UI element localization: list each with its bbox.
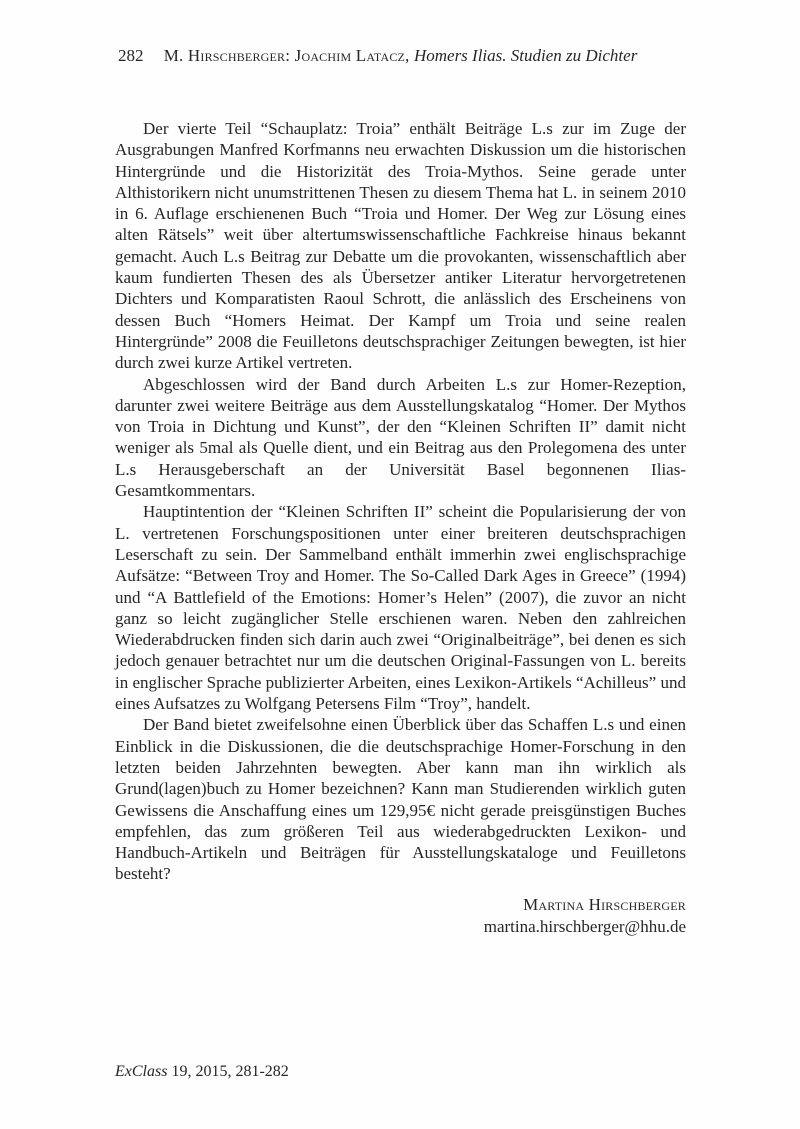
running-header [115,46,686,70]
page-number: 282 [118,46,144,65]
running-head-authors: M. Hirschberger: Joachim Latacz, [163,46,414,65]
paragraph-4: Der Band bietet zweifelsohne einen Überblick über das Schaffen L.s und einen Einblick in die Diskussionen, die die deutschsprachige Homer-Forschung in den letzten beiden Jahrzehnten bewegten. Aber kann man ihn wirklich als Grund(lagen)buch zu Homer bezeichnen? Kann man Studierenden wirklich guten Gewissens die Anschaffung eines um 129,95€ nicht gerade preisgünstigen Buches empfehlen, das zum größeren Teil aus wiederabgedruckten Lexikon- und Handbuch-Artikeln und Beiträgen für Ausstellungskataloge und Feuilletons besteht? [115,715,686,884]
reviewer-email: martina.hirschberger@hhu.de [483,916,686,936]
reviewer-name: Martina Hirschberger [523,894,686,914]
paragraph-3: Hauptintention der “Kleinen Schriften II” scheint die Popularisierung der von L. vertretenen Forschungspositionen unter einer breiteren deutschsprachigen Leserschaft zu sein. Der Sammelband enthält immerhin zwei englischsprachige Aufsätze: “Between Troy and Homer. The So-Called Dark Ages in Greece” (1994) und “A Battlefield of the Emotions: Homer’s Helen” (2007), die zuvor an nicht ganz so leicht zugänglicher Stelle erschienen waren. Neben den zahlreichen Wiederabdrucken finden sich darin auch zwei “Originalbeiträge”, bei denen es sich jedoch genauer betrachtet nur um die deutschen Original-Fassungen von L. bereits in englischer Sprache publizierter Arbeiten, eines Lexikon-Artikels “Achilleus” und eines Aufsatzes zu Wolfgang Petersens Film “Troy”, handelt. [115,502,686,714]
review-body [115,118,686,885]
journal-citation: 19, 2015, 281-282 [167,1063,289,1080]
journal-name: ExClass [115,1063,168,1080]
signature-block [115,894,686,938]
paragraph-2: Abgeschlossen wird der Band durch Arbeiten L.s zur Homer-Rezeption, darunter zwei weitere Beiträge aus dem Ausstellungskatalog “Homer. Der Mythos von Troia in Dichtung und Kunst”, der den “Kleinen Schriften II” damit nicht weniger als 5mal als Quelle dient, und ein Beitrag aus den Prolegomena des unter L.s Herausgeberschaft an der Universität Basel begonnenen Ilias-Gesamtkommentars. [115,374,686,501]
paragraph-1: Der vierte Teil “Schauplatz: Troia” enthält Beiträge L.s zur im Zuge der Ausgrabungen Manfred Korfmanns neu erwachten Diskussion um die historischen Hintergründe und die Historizität des Troia-Mythos. Seine gerade unter Althistorikern nicht unumstrittenen Thesen zu diesem Thema hat L. in seinem 2010 in 6. Auflage erschienenen Buch “Troia und Homer. Der Weg zur Lösung eines alten Rätsels” weit über altertumswissenschaftliche Fachkreise hinaus bekannt gemacht. Auch L.s Beitrag zur Debatte um die provokanten, wissenschaftlich aber kaum fundierten Thesen des als Übersetzer antiker Literatur hervorgetretenen Dichters und Komparatisten Raoul Schrott, die anlässlich des Erscheinens von dessen Buch “Homers Heimat. Der Kampf um Troia und seine realen Hintergründe” 2008 die Feuilletons deutschsprachiger Zeitungen bewegten, ist hier durch zwei kurze Artikel vertreten. [115,119,686,373]
running-head-book-title: Homers Ilias. Studien zu Dichter [413,46,638,65]
text-block [115,46,686,938]
journal-citation-footer [115,1063,289,1081]
